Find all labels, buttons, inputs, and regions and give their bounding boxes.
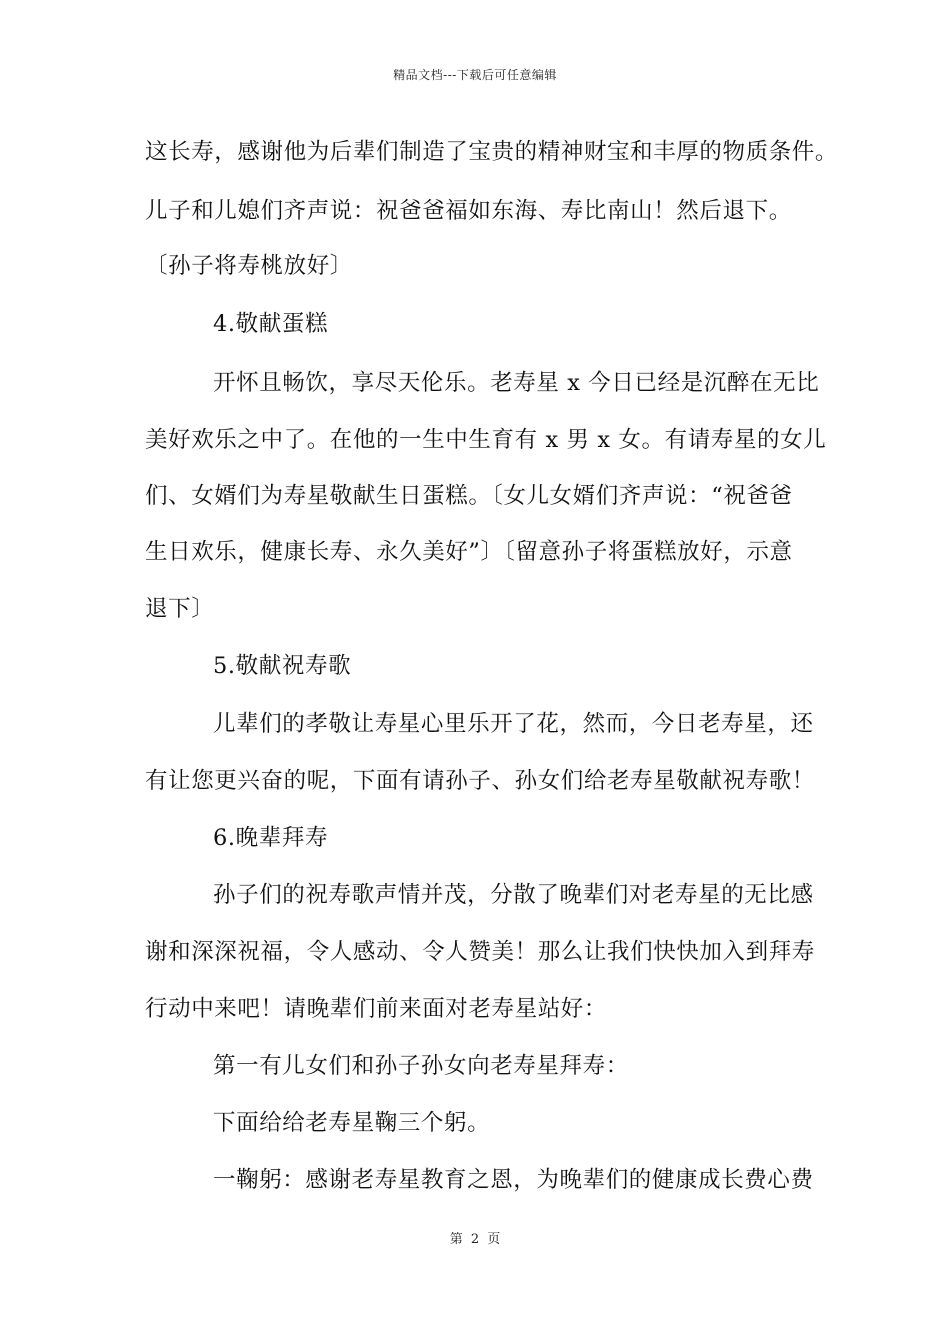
body-line: 行动中来吧！请晚辈们前来面对老寿星站好：: [145, 996, 608, 1022]
section-heading: 4.敬献蛋糕: [213, 311, 329, 337]
body-line: 有让您更兴奋的呢，下面有请孙子、孙女们给老寿星敬献祝寿歌！: [145, 768, 815, 794]
section-heading: 6.晚辈拜寿: [213, 825, 329, 851]
body-line: 生日欢乐，健康长寿、永久美好”〕〔留意孙子将蛋糕放好，示意: [145, 539, 793, 565]
body-line: 第一有儿女们和孙子孙女向老寿星拜寿：: [213, 1053, 629, 1079]
body-line: 谢和深深祝福，令人感动、令人赞美！那么让我们快快加入到拜寿: [145, 939, 815, 965]
body-line: 们、女婿们为寿星敬献生日蛋糕。〔女儿女婿们齐声说：“祝爸爸: [145, 483, 793, 509]
body-line: 美好欢乐之中了。在他的一生中生育有 x 男 x 女。有请寿星的女儿: [145, 427, 827, 453]
section-heading: 5.敬献祝寿歌: [213, 653, 352, 679]
body-line: 孙子们的祝寿歌声情并茂，分散了晚辈们对老寿星的无比感: [213, 882, 814, 908]
body-line: 儿子和儿媳们齐声说：祝爸爸福如东海、寿比南山！然后退下。: [145, 198, 792, 224]
body-line: 退下〕: [145, 596, 215, 622]
body-line: 这长寿，感谢他为后辈们制造了宝贵的精神财宝和丰厚的物质条件。: [145, 139, 839, 165]
body-line: 下面给给老寿星鞠三个躬。: [213, 1110, 491, 1136]
body-line: 〔孙子将寿桃放好〕: [145, 253, 353, 279]
page-number: 第 2 页: [449, 1232, 501, 1247]
body-line: 开怀且畅饮，享尽天伦乐。老寿星 x 今日已经是沉醉在无比: [213, 370, 820, 396]
page-header: 精品文档---下载后可任意编辑: [393, 68, 557, 82]
body-line: 一鞠躬：感谢老寿星教育之恩，为晚辈们的健康成长费心费: [213, 1167, 814, 1193]
body-line: 儿辈们的孝敬让寿星心里乐开了花，然而，今日老寿星，还: [213, 711, 814, 737]
